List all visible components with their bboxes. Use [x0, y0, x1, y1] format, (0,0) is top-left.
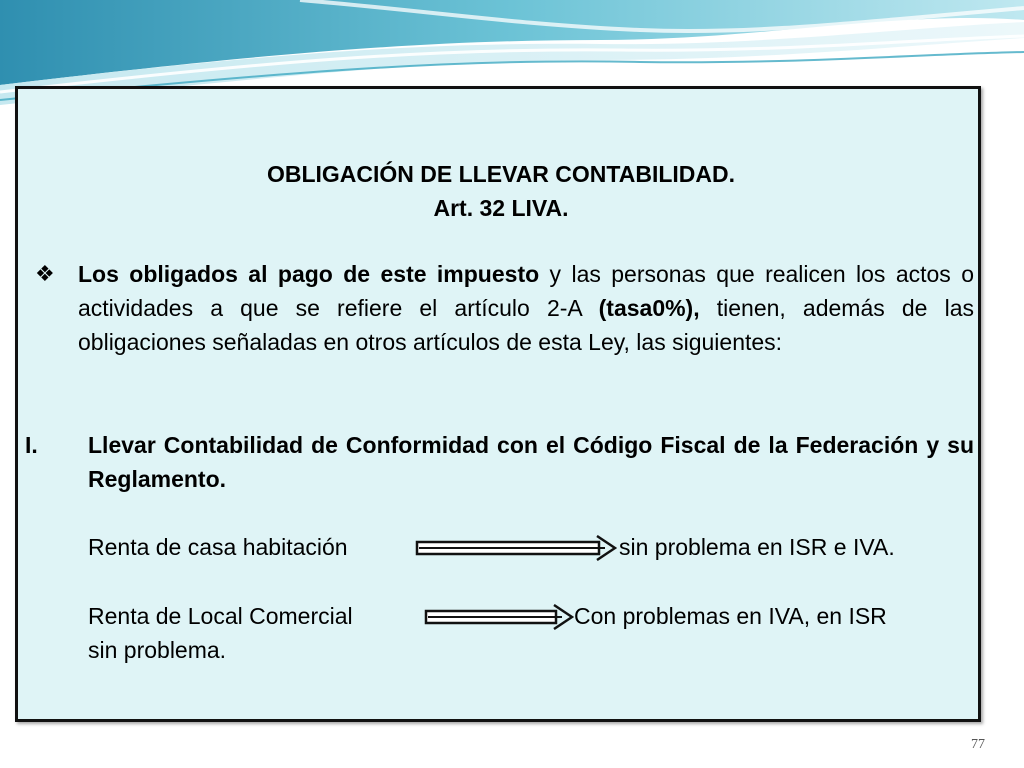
rent-house-label: Renta de casa habitación: [88, 534, 348, 560]
right-arrow-icon: [415, 535, 617, 561]
rent-local-label: Renta de Local Comercial: [88, 603, 353, 629]
list-marker: I.: [25, 432, 38, 458]
bullet-bold-mid: (tasa0%),: [598, 295, 700, 321]
slide-title: OBLIGACIÓN DE LLEVAR CONTABILIDAD.: [266, 161, 736, 187]
right-arrow-icon: [424, 604, 574, 630]
bullet-paragraph: [78, 257, 974, 359]
rent-local-continuation: sin problema.: [88, 637, 227, 663]
page-number: 77: [971, 737, 985, 752]
content-box: [15, 86, 981, 722]
diamond-bullet-icon: ❖: [35, 261, 55, 286]
rent-local-result: Con problemas en IVA, en ISR: [574, 603, 887, 629]
rent-house-result: sin problema en ISR e IVA.: [619, 534, 895, 560]
bullet-text-mid: y las personas que realicen los actos o actividades a que se refiere el artículo 2-A: [78, 261, 974, 321]
list-item-text: Llevar Contabilidad de Conformidad con el Código Fiscal de la Federación y su Reglamento.: [88, 432, 974, 492]
slide-subtitle: Art. 32 LIVA.: [433, 195, 569, 221]
bullet-bold-start: Los obligados al pago de este impuesto: [78, 261, 540, 287]
bullet-text-end: tienen, además de las obligaciones señaladas en otros artículos de esta Ley, las siguientes:: [78, 295, 974, 355]
